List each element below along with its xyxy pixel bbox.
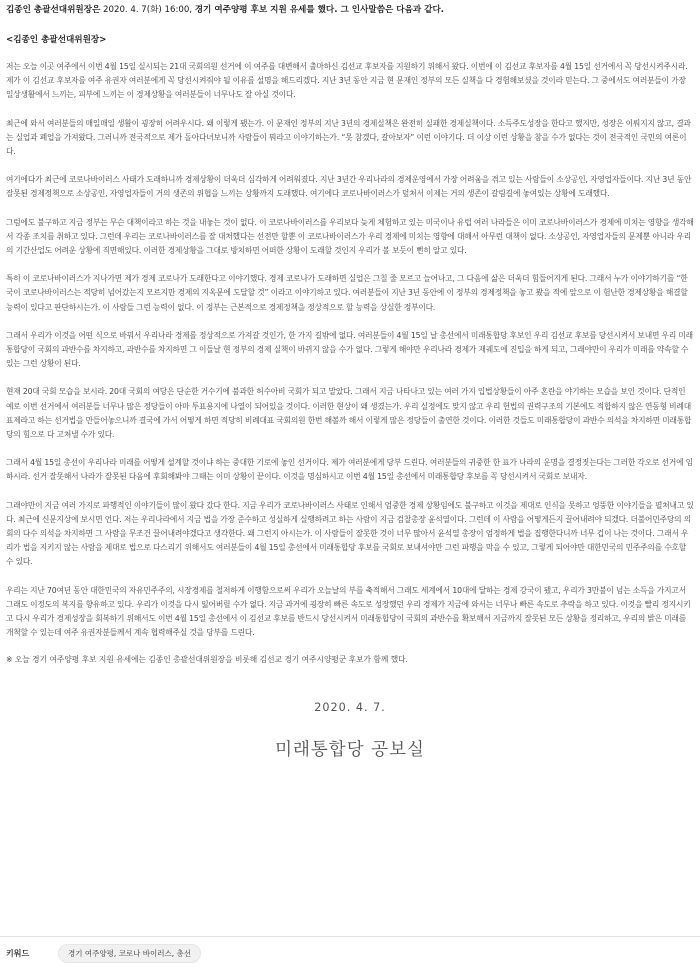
- speech-body: [6, 60, 694, 641]
- intro-bold-event: 경기 여주양평 후보 지원 유세를 했다. 그 인사말씀은 다음과 같다.: [194, 5, 445, 15]
- speech-paragraph: 그래서 4월 15일 총선이 우리나라 미래를 어떻게 설계할 것이냐 하는 중대한 기로에 놓인 선거이다. 제가 여러분에게 당부 드린다. 여러분들의 귀중한 한 표가 나라의 운명을 결정짓는다는 그러한 각오로 선거에 임하시라. 선거 잘못해서 나라가 잘못된 다음에 후회해봐야 그때는 이미 상황이 끝이다. 이것을 명심하시고 이번 4월 15일 총선에서 미래통합당 후보를 꼭 당선시켜서 국회로 보내자.: [6, 458, 693, 482]
- speech-paragraph: 현재 20대 국회 모습을 보시라. 20대 국회의 여당은 단순한 거수기에 불과한 허수아비 국회가 되고 말았다. 그래서 지금 나타나고 있는 여러 가지 입법상황들이 아주 혼란을 야기하는 모습을 보인 것이다. 단적인 예로 이번 선거에서 여러분들 너무나 많은 정당들이 아마 투표용지에 나열이 되어있을 것이다. 이러한 현상이 왜 생겼는가. 우리 실정에도 맞지 않고 우리 헌법의 권력구조의 기본에도 적합하지 않은 연동형 비례대표제라고 하는 선거법을 만들어놓으니까 결국에 가서 어떻게 하면 적당히 비례대표 국회의원 한번 해볼까 해서 이렇게 많은 정당들이 출연한 것이다. 이러한 것들도 미래통합당이 과반수 의석을 차지하면 미래통합당의 힘으로 다 고쳐낼 수가 있다.: [6, 387, 692, 440]
- speech-paragraph: 특히 이 코로나바이러스가 지나가면 제가 경제 코로나가 도래한다고 이야기했다. 경제 코로나가 도래하면 실업은 그칠 줄 모르고 늘어나고, 그 다음에 삶은 더욱더 힘들어지게 된다. 그래서 누가 이야기하기를 “한국이 코로나바이러스는 적당히 넘어갔는지 모르지만 경제의 지옥문에 도달할 것” 이라고 이야기하고 있다. 여러분들이 지난 3년 동안에 이 정부의 경제정책을 놓고 봤을 적에 앞으로 이 험난한 경제상황을 해결할 능력이 있다고 판단하시는가. 이 사람들 그런 능력이 없다. 이 정부는 근본적으로 경제정책을 정상적으로 할 능력을 상실한 정부이다.: [6, 274, 688, 312]
- speech-paragraph: 그래서 우리가 이것을 어떤 식으로 바꿔서 우리나라 경제를 정상적으로 가져갈 것인가, 한 가지 길밖에 없다. 여러분들이 4월 15일 날 총선에서 미래통합당 후보인 우리 김선교 후보를 당선시켜서 보내면 우리 미래통합당이 국회의 과반수를 차지하고, 과반수를 차지하면 그 이들날 현 정부의 경제 실책이 바뀌지 않을 수가 없다. 그렇게 해야만 우리나라 경제가 재궤도에 진입을 하게 되고, 그래야만이 우리가 미래를 약속할 수 있는 그런 상황이 된다.: [6, 330, 693, 369]
- speech-paragraph: 여기에다가 최근에 코로나바이러스 사태가 도래하니까 경제상황이 더욱더 심각하게 어려워졌다. 지난 3년간 우리나라의 경제운영에서 가장 어려움을 겪고 있는 사람들이 소상공인, 자영업자들이다. 지난 3년 동안 잘못된 경제정책으로 소상공인, 자영업자들이 거의 생존의 위협을 느끼는 상황까지 도래했다. 여기에다 코로나바이러스가 덮쳐서 이제는 거의 생존이 갈림길에 놓여있는 상황에 도래했다.: [6, 175, 692, 199]
- speech-paragraph: 저는 오늘 이곳 여주에서 이번 4월 15일 실시되는 21대 국회의원 선거에 이 여주를 대변해서 출마하신 김선교 후보자를 지원하기 위해서 왔다. 이번에 이 김선교 후보자를 4월 15일 선거에서 꼭 당선시켜주시라. 제가 이 김선교 후보자를 여주 유권자 여러분에게 꼭 당선시켜줘야 될 이유를 설명을 해드리겠다. 지난 3년 동안 지금 현 문재인 정부의 모든 실책을 다 경험해보셨을 것이라 믿는다. 그 중에서도 여러분들이 가장 일상생활에서 느끼는, 피부에 느끼는 이 경제상황을 여러분들이 너무나도 잘 아실 것이다.: [6, 62, 688, 100]
- intro-datetime: 2020. 4. 7(화) 16:00,: [100, 5, 195, 15]
- intro-bold-speaker: 김종인 총괄선대위원장은: [6, 5, 101, 15]
- speech-paragraph: 그래야만이 지금 여러 가지로 파행적인 이야기들이 많이 왔다 갔다 한다. 지금 우리가 코로나바이러스 사태로 인해서 엄중한 경제 상황임에도 불구하고 이것을 제대로 인식을 못하고 엉뚱한 이야기들을 펼쳐내고 있다. 최근에 신문지상에 보시면 언다. 저는 우리나라에서 지금 법을 가장 준수하고 성실하게 실행하려고 하는 사람이 지금 검찰총장 윤석열이다. 그런데 이 사람을 어떻게든지 끌어내려야 되겠다. 더불어민주당의 의회의 다수 의석을 차지하면 그 사람을 무조건 끌어내려야겠다고 생각한다. 왜 그런지 아시는가. 이 사람들이 잘못한 것이 너무 많아서 윤석열 총장이 엄정하게 법을 집행한다니까 너무 겁이 나는 것이다. 그래서 우리가 법을 지키지 않는 사람을 제대로 법으로 다스리기 위해서도 여러분들이 4월 15일 총선에서 미래통합당 후보를 국회로 보내셔야만 그런 파행을 막을 수 있고, 그렇게 되어야만 대한민국의 민주주의를 수호할 수 있다.: [6, 500, 694, 567]
- keyword-tag[interactable]: 경기 여주양평, 코로나 바이러스, 총선: [58, 944, 201, 963]
- keyword-bar: [0, 936, 700, 969]
- keyword-label: 키워드: [6, 948, 30, 958]
- speech-paragraph: 우리는 지난 70여년 동안 대한민국의 자유민주주의, 시장경제를 철저하게 이행함으로써 우리가 오늘날의 부를 축적해서 그래도 세계에서 10대에 달하는 경제 강국이 됐고, 우리가 3만불이 넘는 소득을 가지고서 그래도 이정도의 복지를 향유하고 있다. 우리가 이것을 다시 잃어버릴 수가 없다. 지금 과거에 굉장히 빠른 속도로 성장했던 우리 경제가 지금에 와서는 너무나 빠른 속도로 추락을 하고 있다. 이것을 빨리 정지시키고 다시 우리가 경제성장을 회복하기 위해서도 이번 4월 15일 총선에서 이 김선교 후보를 반드시 당선시켜서 미래통합당이 국회의 과반수를 확보해서 지금까지 잘못된 모든 상황을 정리하고, 우리의 밝은 미래를 개척할 수 있는데 여주 유권자분들께서 계속 협력해주실 것을 당부를 드린다.: [6, 585, 691, 638]
- speech-paragraph: 그럼에도 불구하고 지금 정부는 무슨 대책이라고 하는 것을 내놓는 것이 없다. 이 코로나바이러스를 우리보다 늦게 체험하고 있는 미국이나 유럽 여러 나라들은 이미 코로나바이러스가 경제에 미치는 영향을 생각해서 각종 조치를 취하고 있다. 그런데 우리는 코로나바이러스를 잘 대처했다는 선전만 할뿐 이 코로나바이러스가 우리 경제에 미치는 영향에 대해서 아무런 대책이 없다. 소상공인, 자영업자들의 문제뿐 아니라 우리의 기간산업도 어려운 상황에 직면해있다. 이러한 경제상황을 그대로 방치하면 어떠한 상황이 도래할 것인지 우리가 볼 보듯이 뻔히 알고 있다.: [6, 217, 694, 256]
- speech-paragraph: 최근에 와서 여러분들의 매일매일 생활이 굉장히 어려우시다. 왜 이렇게 됐는가. 이 문재인 정부의 지난 3년의 경제실책은 완전히 실패한 경제실책이다. 소득주도성장을 한다고 했지만, 성장은 이뤄지지 않고, 결과는 실업과 폐업을 가져왔다. 그러니까 전국적으로 제가 돌아다녀보니까 사람들이 뭐라고 이야기하는가. “못 참겠다, 갈아보자” 이런 이야기다. 더 이상 이런 상황을 참을 수가 없다는 것이 전국적인 국민의 여론이다.: [6, 118, 691, 157]
- footnote: ※ 오늘 경기 여주양평 후보 지원 유세에는 김종인 총괄선대위원장을 비롯해 김선교 경기 여주시양평군 후보가 함께 했다.: [6, 654, 408, 664]
- press-office: 미래통합당 공보실: [275, 739, 425, 760]
- release-date: 2020. 4. 7.: [314, 700, 386, 714]
- intro-line: [6, 0, 694, 17]
- speaker-header: <김종인 총괄선대위원장>: [6, 35, 107, 45]
